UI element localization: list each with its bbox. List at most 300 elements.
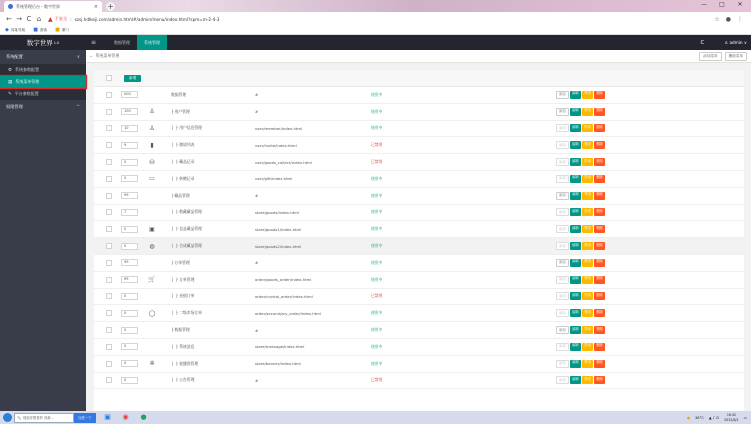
sidebar-submenu <box>0 64 86 100</box>
menu-path: store/goods2/index.html <box>255 243 302 249</box>
sidebar <box>0 50 86 411</box>
menu-path: user/gift/index.html <box>255 176 293 182</box>
menu-name: │ ├ 系统消息 <box>171 343 195 349</box>
table-row <box>94 305 744 322</box>
edit-button[interactable]: 编辑 <box>570 124 581 132</box>
edit-button[interactable]: 编辑 <box>570 259 581 267</box>
logo[interactable] <box>0 35 86 50</box>
sidebar-item-menu[interactable] <box>0 76 86 88</box>
menu-path: user/invite/index.html <box>255 142 297 148</box>
taskbar <box>0 411 751 424</box>
status-badge: 使用中 <box>371 343 383 349</box>
sort-input[interactable]: 0 <box>121 327 138 334</box>
notification-icon[interactable]: ▭ <box>743 415 747 420</box>
table-row <box>94 171 744 188</box>
menu-path: # <box>255 377 259 383</box>
tab-title: 系统管理后台 - 数字世界 <box>16 3 60 9</box>
sort-input[interactable]: 0 <box>121 159 138 166</box>
add-sub-button[interactable]: 添加 <box>556 360 569 368</box>
delete-button[interactable]: 删除 <box>594 225 605 233</box>
add-sub-button[interactable]: 添加 <box>556 175 569 183</box>
delete-button[interactable]: 删除 <box>594 376 605 384</box>
security-indicator[interactable] <box>48 16 67 23</box>
delete-button[interactable]: 删除 <box>594 326 605 334</box>
add-sub-button[interactable]: 添加 <box>556 276 569 284</box>
sort-input[interactable]: 7 <box>121 209 138 216</box>
address-actions <box>714 16 747 23</box>
chevron-up-icon: ^ <box>76 104 80 110</box>
breadcrumb-bar <box>86 50 751 63</box>
menu-path: order/second/ary_order/index.html <box>255 310 321 316</box>
toggle-button[interactable]: 禁用 <box>582 91 593 99</box>
menu-path: # <box>255 327 259 333</box>
menu-name: │ ├ 轮播图管理 <box>171 360 199 366</box>
windows-icon <box>3 413 12 422</box>
toggle-button[interactable]: 禁用 <box>582 259 593 267</box>
sidebar-group-system[interactable] <box>0 50 86 64</box>
sidebar-item-label: 系统菜单管理 <box>15 79 40 84</box>
globe-icon <box>8 4 13 9</box>
menu-path: order/crystal_order/index.html <box>255 293 313 299</box>
sort-input[interactable]: 0 <box>121 293 138 300</box>
toggle-button[interactable]: 禁用 <box>582 326 593 334</box>
edit-button[interactable]: 编辑 <box>570 141 581 149</box>
table-row <box>94 373 744 390</box>
more-icon[interactable]: ⋮ <box>737 15 743 23</box>
add-sub-button[interactable]: 添加 <box>556 292 569 300</box>
edit-button[interactable]: 编辑 <box>570 225 581 233</box>
user-icon: ♙ <box>149 108 155 116</box>
globe-icon: ◍ <box>149 242 155 250</box>
browser-tab[interactable] <box>4 1 102 12</box>
forward-icon[interactable]: → <box>16 15 22 23</box>
sort-input[interactable]: 10 <box>121 125 138 132</box>
menu-path: # <box>255 260 259 266</box>
logo-text: 数字世界 <box>26 39 53 47</box>
table-row <box>94 356 744 373</box>
clock-date: 2022/8/1 <box>724 417 739 422</box>
menu-name: │ ├ 数藏藏品管理 <box>171 209 202 215</box>
menu-icon: ▤ <box>8 79 13 85</box>
url-field[interactable] <box>48 16 219 23</box>
sort-input[interactable]: 0 <box>121 360 138 367</box>
cart-icon: 🛒 <box>148 276 156 284</box>
status-badge: 使用中 <box>371 360 383 366</box>
status-badge: 使用中 <box>371 243 383 249</box>
delete-button[interactable]: 删除 <box>594 108 605 116</box>
row-checkbox[interactable] <box>106 327 112 333</box>
toggle-button[interactable]: 禁用 <box>582 242 593 250</box>
add-sub-button[interactable]: 添加 <box>556 192 569 200</box>
menu-name: ├ 藏品管理 <box>171 192 190 198</box>
clock[interactable] <box>724 413 738 422</box>
toggle-button[interactable]: 禁用 <box>582 225 593 233</box>
toggle-button[interactable]: 禁用 <box>582 158 593 166</box>
home-icon[interactable]: ⌂ <box>36 15 42 23</box>
menu-name: │ ├ 转赠记录 <box>171 175 195 181</box>
row-checkbox[interactable] <box>106 377 112 383</box>
status-badge: 使用中 <box>371 108 383 114</box>
delete-button[interactable]: 删除 <box>594 292 605 300</box>
row-actions <box>556 360 605 368</box>
row-actions <box>556 292 605 300</box>
url-text: szsj.hdlkeji.com/admin.html#/admin/menu/index.html?spm=m-2-4-3 <box>74 16 220 22</box>
table-row <box>94 272 744 289</box>
table-row <box>94 121 744 138</box>
search-icon: 🔍 <box>17 415 22 420</box>
delete-button[interactable]: 删除 <box>594 242 605 250</box>
card-icon: ▭ <box>149 175 155 183</box>
header-right <box>701 35 747 50</box>
menu-path: store/goods/index.html <box>255 209 299 215</box>
edit-button[interactable]: 编辑 <box>570 208 581 216</box>
url-divider: | <box>70 16 72 22</box>
row-checkbox[interactable] <box>106 260 112 266</box>
delete-button[interactable]: 删除 <box>594 208 605 216</box>
row-actions <box>556 225 605 233</box>
table-row <box>94 238 744 255</box>
menu-path: order/goods_order/index.html <box>255 277 312 283</box>
delete-button[interactable]: 删除 <box>594 158 605 166</box>
topnav-system[interactable]: 系统管理 <box>137 35 167 50</box>
row-actions <box>556 91 605 99</box>
breadcrumb-dot: • <box>90 53 93 59</box>
chevron-down-icon: ∨ <box>76 54 80 60</box>
add-sub-button[interactable]: 添加 <box>556 242 569 250</box>
table-row <box>94 289 744 306</box>
user-icon: ♙ <box>724 40 730 45</box>
table-row <box>94 87 744 104</box>
menu-path: # <box>255 92 259 98</box>
row-actions <box>556 242 605 250</box>
top-header <box>0 35 751 50</box>
edit-button[interactable]: 编辑 <box>570 309 581 317</box>
star-icon[interactable]: ☆ <box>714 15 720 23</box>
page-actions <box>699 52 747 61</box>
menu-name: 数据管理 <box>171 91 187 97</box>
toggle-button[interactable]: 禁用 <box>582 192 593 200</box>
bookmark-item[interactable] <box>55 27 69 33</box>
menu-name: │ ├ 公告管理 <box>171 377 195 383</box>
wechat-icon[interactable]: ● <box>140 413 147 421</box>
add-sub-button[interactable]: 添加 <box>556 108 569 116</box>
add-sub-button[interactable]: 添加 <box>556 91 569 99</box>
row-actions <box>556 141 605 149</box>
add-sub-button[interactable]: 添加 <box>556 309 569 317</box>
sort-input[interactable]: 0 <box>121 226 138 233</box>
status-badge: 使用中 <box>371 175 383 181</box>
table-row <box>94 322 744 339</box>
top-nav <box>107 35 167 50</box>
delete-button[interactable]: 删除 <box>594 276 605 284</box>
folder-icon: ■ <box>55 27 60 33</box>
row-actions <box>556 376 605 384</box>
start-button[interactable] <box>0 411 14 424</box>
sidebar-item-params[interactable] <box>0 64 86 76</box>
toggle-button[interactable]: 禁用 <box>582 360 593 368</box>
sort-input[interactable]: 0 <box>121 343 138 350</box>
table-row <box>94 255 744 272</box>
account-icon[interactable]: ● <box>725 15 731 23</box>
chrome-icon[interactable]: ◉ <box>122 413 129 421</box>
sort-input[interactable]: 9 <box>121 142 138 149</box>
edit-button[interactable]: 编辑 <box>570 192 581 200</box>
back-icon[interactable]: ← <box>6 15 12 23</box>
status-badge: 已禁用 <box>371 293 383 299</box>
add-sub-button[interactable]: 添加 <box>556 124 569 132</box>
browser-tabbar <box>0 0 751 12</box>
menu-name: │ ├ 充值订单 <box>171 293 195 299</box>
add-sub-button[interactable]: 添加 <box>556 259 569 267</box>
delete-button[interactable]: 删除 <box>594 91 605 99</box>
edit-button[interactable]: 编辑 <box>570 108 581 116</box>
add-sub-button[interactable]: 添加 <box>556 208 569 216</box>
status-badge: 使用中 <box>371 327 383 333</box>
status-badge: 使用中 <box>371 226 383 232</box>
row-checkbox[interactable] <box>106 209 112 215</box>
menu-name: │ ├ 邀请列表 <box>171 142 195 148</box>
status-badge: 已禁用 <box>371 159 383 165</box>
status-badge: 使用中 <box>371 310 383 316</box>
maximize-icon[interactable]: □ <box>719 1 725 8</box>
close-icon[interactable]: × <box>93 3 98 10</box>
address-bar <box>0 12 751 26</box>
table-row <box>94 104 744 121</box>
delete-button[interactable]: 删除 <box>594 141 605 149</box>
edit-button[interactable]: 编辑 <box>570 276 581 284</box>
table-row <box>94 154 744 171</box>
row-checkbox[interactable] <box>106 243 112 249</box>
edit-button[interactable]: 编辑 <box>570 360 581 368</box>
coins-icon: ⛁ <box>149 158 155 166</box>
add-button[interactable]: 新增 <box>124 75 141 82</box>
add-menu-button[interactable]: 添加菜单 <box>699 52 721 61</box>
delete-button[interactable]: 删除 <box>594 124 605 132</box>
status-badge: 使用中 <box>371 276 383 282</box>
grid-icon: ◆ <box>5 27 9 33</box>
menu-path: # <box>255 109 259 115</box>
sort-input[interactable]: 000 <box>121 91 138 98</box>
toggle-button[interactable]: 禁用 <box>582 124 593 132</box>
sort-input[interactable]: 99 <box>121 259 138 266</box>
status-badge: 使用中 <box>371 209 383 215</box>
menu-name: │ ├ 藏品记录 <box>171 159 195 165</box>
row-checkbox[interactable] <box>106 344 112 350</box>
edit-button[interactable]: 编辑 <box>570 376 581 384</box>
bookmark-label: 游客 <box>39 27 48 32</box>
window-controls <box>695 0 749 10</box>
sidebar-group-label: 权限管理 <box>6 104 23 109</box>
select-all-checkbox[interactable] <box>106 75 112 81</box>
row-checkbox[interactable] <box>106 142 112 148</box>
edit-button[interactable]: 编辑 <box>570 242 581 250</box>
main-content <box>86 50 751 411</box>
table-row <box>94 339 744 356</box>
menu-name: ├ 用户管理 <box>171 108 190 114</box>
row-checkbox[interactable] <box>106 159 112 165</box>
row-checkbox[interactable] <box>106 310 112 316</box>
row-actions <box>556 175 605 183</box>
circle-icon: ◯ <box>148 309 156 317</box>
add-sub-button[interactable]: 添加 <box>556 376 569 384</box>
row-actions <box>556 309 605 317</box>
sort-input[interactable]: 0 <box>121 310 138 317</box>
system-tray <box>687 413 751 422</box>
delete-button[interactable]: 删除 <box>594 360 605 368</box>
status-badge: 已禁用 <box>371 377 383 383</box>
gear-icon: ✲ <box>149 360 155 368</box>
menu-path: store/banner/index.html <box>255 361 301 367</box>
row-checkbox[interactable] <box>106 109 112 115</box>
weather-icon: ● <box>686 415 691 420</box>
sort-input[interactable]: 0 <box>121 175 138 182</box>
menu-path: # <box>255 193 259 199</box>
delete-button[interactable]: 删除 <box>594 259 605 267</box>
username: admin <box>729 40 743 45</box>
close-window-icon[interactable]: ✕ <box>737 1 743 8</box>
menu-name: ├ 数据管理 <box>171 327 190 333</box>
delete-button[interactable]: 删除 <box>594 175 605 183</box>
status-badge: 使用中 <box>371 259 383 265</box>
row-checkbox[interactable] <box>106 125 112 131</box>
bookmark-item[interactable] <box>33 27 47 33</box>
table-row <box>94 205 744 222</box>
edit-button[interactable]: 编辑 <box>570 91 581 99</box>
row-checkbox[interactable] <box>106 226 112 232</box>
file-explorer-icon[interactable]: ▣ <box>104 413 111 421</box>
edit-button[interactable]: 编辑 <box>570 292 581 300</box>
bookmarks-bar <box>0 26 751 35</box>
edit-button[interactable]: 编辑 <box>570 343 581 351</box>
edit-button[interactable]: 编辑 <box>570 326 581 334</box>
search-placeholder: 搜索你想看的 到最... <box>23 416 54 420</box>
menu-name: │ ├ 盲盒藏品管理 <box>171 226 202 232</box>
status-badge: 使用中 <box>371 192 383 198</box>
bookmark-label: 同址导航 <box>10 27 26 32</box>
menu-name: │ ├ 用户信息管理 <box>171 125 202 131</box>
sort-input[interactable]: 99 <box>121 192 138 199</box>
add-sub-button[interactable]: 添加 <box>556 326 569 334</box>
sort-input[interactable]: 100 <box>121 108 138 115</box>
tray-icons[interactable]: ▲ ♪ ⊡ <box>708 415 720 420</box>
row-actions <box>556 108 605 116</box>
gear-icon: ⚙ <box>8 67 13 73</box>
status-badge: 使用中 <box>371 125 383 131</box>
add-sub-button[interactable]: 添加 <box>556 225 569 233</box>
sort-input[interactable]: 0 <box>121 243 138 250</box>
folder-icon: ■ <box>33 27 38 33</box>
sidebar-item-label: 系统参数配置 <box>15 67 40 72</box>
row-actions <box>556 259 605 267</box>
reload-icon[interactable]: C <box>26 15 32 23</box>
table-row <box>94 221 744 238</box>
row-actions <box>556 208 605 216</box>
toggle-button[interactable]: 禁用 <box>582 292 593 300</box>
sidebar-group-permissions[interactable] <box>0 100 86 114</box>
toggle-button[interactable]: 禁用 <box>582 343 593 351</box>
warning-icon: ▲ <box>48 15 53 23</box>
menu-path: store/goods1/index.html <box>255 226 302 232</box>
row-actions <box>556 124 605 132</box>
row-checkbox[interactable] <box>106 92 112 98</box>
page-title: 系统菜单管理 <box>95 53 120 58</box>
sidebar-group-label: 系统配置 <box>6 54 23 59</box>
breadcrumb <box>90 53 119 59</box>
minimize-icon[interactable]: — <box>701 1 707 8</box>
row-actions <box>556 326 605 334</box>
row-checkbox[interactable] <box>106 193 112 199</box>
edit-button[interactable]: 编辑 <box>570 175 581 183</box>
status-badge: 使用中 <box>371 91 383 97</box>
toggle-button[interactable]: 禁用 <box>582 376 593 384</box>
search-button[interactable]: 百度一下 <box>74 413 96 423</box>
table-row <box>94 188 744 205</box>
refresh-icon[interactable]: C <box>700 39 705 46</box>
pencil-icon: ✎ <box>8 91 12 97</box>
row-checkbox[interactable] <box>106 277 112 283</box>
user-menu[interactable]: ♙ admin ∨ <box>724 40 747 45</box>
clock-time: 16:42 <box>726 413 737 417</box>
sidebar-item-platform[interactable] <box>0 88 86 100</box>
picture-icon: ▣ <box>149 225 155 233</box>
add-sub-button[interactable]: 添加 <box>556 158 569 166</box>
weather-text[interactable]: 36°C <box>695 415 704 420</box>
add-sub-button[interactable]: 添加 <box>556 141 569 149</box>
edit-button[interactable]: 编辑 <box>570 158 581 166</box>
toggle-button[interactable]: 禁用 <box>582 108 593 116</box>
bookmark-item[interactable] <box>5 27 25 33</box>
admin-app <box>0 35 751 411</box>
topnav-data[interactable]: 数据管理 <box>114 40 130 45</box>
toggle-button[interactable]: 禁用 <box>582 208 593 216</box>
sidebar-item-label: 平台参数配置 <box>14 91 39 96</box>
menu-path: user/goods_collect/index.html <box>255 159 312 165</box>
new-tab-button[interactable]: + <box>107 2 114 11</box>
toggle-button[interactable]: 禁用 <box>582 309 593 317</box>
delete-button[interactable]: 删除 <box>594 309 605 317</box>
row-checkbox[interactable] <box>106 176 112 182</box>
row-actions <box>556 192 605 200</box>
toggle-button[interactable]: 禁用 <box>582 141 593 149</box>
user-icon: ♙ <box>149 124 155 132</box>
row-checkbox[interactable] <box>106 293 112 299</box>
taskbar-search[interactable] <box>14 413 74 423</box>
bookmark-icon: ▮ <box>150 141 154 149</box>
menu-table <box>94 70 744 411</box>
delete-button[interactable]: 删除 <box>594 343 605 351</box>
menu-name: ├ 订单管理 <box>171 259 190 265</box>
menu-name: │ ├ 二级市场订单 <box>171 310 202 316</box>
toggle-button[interactable]: 禁用 <box>582 175 593 183</box>
row-actions <box>556 158 605 166</box>
security-label: 不安全 <box>54 16 68 21</box>
row-checkbox[interactable] <box>106 361 112 367</box>
sort-input[interactable]: 99 <box>121 276 138 283</box>
row-actions <box>556 276 605 284</box>
sort-input[interactable]: 0 <box>121 377 138 384</box>
toggle-button[interactable]: 禁用 <box>582 276 593 284</box>
menu-path: user/member/index.html <box>255 125 303 131</box>
bookmark-label: 厦门 <box>61 27 70 32</box>
table-header <box>94 70 744 87</box>
status-badge: 已禁用 <box>371 142 383 148</box>
add-sub-button[interactable]: 添加 <box>556 343 569 351</box>
table-row <box>94 137 744 154</box>
menu-name: │ ├ 订单管理 <box>171 276 195 282</box>
delete-menu-button[interactable]: 删除菜单 <box>725 52 747 61</box>
menu-toggle-icon[interactable]: ≡ <box>91 39 97 46</box>
delete-button[interactable]: 删除 <box>594 192 605 200</box>
